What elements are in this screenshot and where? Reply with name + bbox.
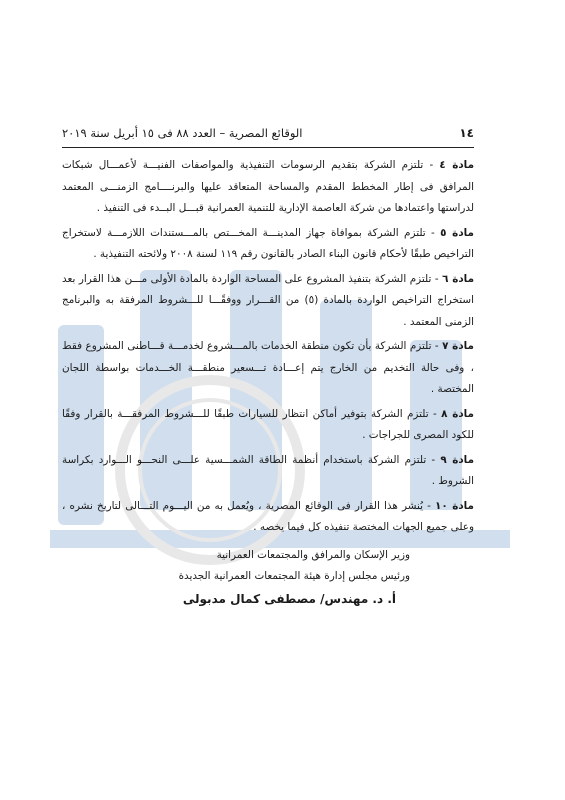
article-6	[62, 269, 474, 334]
article-label: مادة ٤	[439, 159, 475, 171]
page-number: ١٤	[459, 126, 474, 140]
article-text: - تلتزم الشركة بتنفيذ المشروع على المساحة الواردة بالمادة الأولى مـــن هذا القرار بعد استخراج التراخيص الواردة بالمادة (٥) من القـــرار ووفقًـــا للـــشروط المرفقة به والبرنامج الزمنى المعتمد .	[62, 272, 474, 328]
article-9	[62, 450, 474, 493]
signatory-name: أ. د. مهندس/ مصطفى كمال مدبولى	[182, 591, 396, 606]
article-label: مادة ٦	[442, 272, 475, 285]
article-10	[62, 496, 474, 539]
article-text: - تلتزم الشركة بتوفير أماكن انتظار للسيارات طبقًا للـــشروط المرفقـــة بالقرار وفقًا للكود المصرى للجراجات .	[62, 407, 474, 441]
article-text: - تلتزم الشركة باستخدام أنظمة الطاقة الشمـــسية علـــى النحـــو الـــوارد بكراسة الشروط .	[62, 453, 474, 487]
running-title: الوقائع المصرية – العدد ٨٨ فى ١٥ أبريل سنة ٢٠١٩	[62, 126, 303, 140]
article-label: مادة ٨	[441, 407, 474, 420]
article-text: - تلتزم الشركة بتقديم الرسومات التنفيذية والمواصفات الفنيـــة لأعمـــال شبكات المرافق فى إطار المخطط المقدم والمساحة المتعاقد عليها والبرنــــامج الزمنـــى المعتمد لدراستها واعتمادها من شركة العاصمة الإدارية للتنمية العمرانية قبـــل البــدء فى التنفيذ .	[62, 159, 474, 214]
article-7	[62, 336, 474, 401]
header-divider	[62, 147, 474, 148]
article-label: مادة ١٠	[435, 499, 474, 512]
signatory-title-2: ورئيس مجلس إدارة هيئة المجتمعات العمرانية الجديدة	[178, 570, 410, 582]
article-label: مادة ٥	[440, 226, 474, 239]
article-label: مادة ٩	[440, 453, 474, 466]
article-text: - تلتزم الشركة بموافاة جهاز المدينـــة المخـــتص بالمـــستندات اللازمـــة لاستخراج التراخيص طبقًا لأحكام قانون البناء الصادر بالقانون رقم ١١٩ لسنة ٢٠٠٨ ولائحته التنفيذية .	[62, 226, 474, 260]
document-body	[62, 155, 474, 610]
article-8	[62, 404, 474, 447]
signatory-title-1: وزير الإسكان والمرافق والمجتمعات العمرانية	[216, 548, 410, 561]
signature-block	[62, 545, 474, 611]
article-text: - يُنشر هذا القرار فى الوقائع المصرية ، ويُعمل به من اليـــوم التـــالى لتاريخ نشره ، وعلى جميع الجهات المختصة تنفيذه كل فيما يخصه .	[62, 499, 474, 533]
article-text: - تلتزم الشركة بأن تكون منطقة الخدمات بالمـــشروع لخدمـــة قـــاطنى المشروع فقط ، وفى حالة التخديم من الخارج يتم إعـــادة تـــسعير منطقـــة الخـــدمات بواسطة اللجان المختصة .	[62, 340, 474, 395]
article-4	[62, 155, 474, 220]
article-5	[62, 223, 474, 266]
page-header	[62, 122, 474, 144]
article-label: مادة ٧	[442, 340, 474, 352]
